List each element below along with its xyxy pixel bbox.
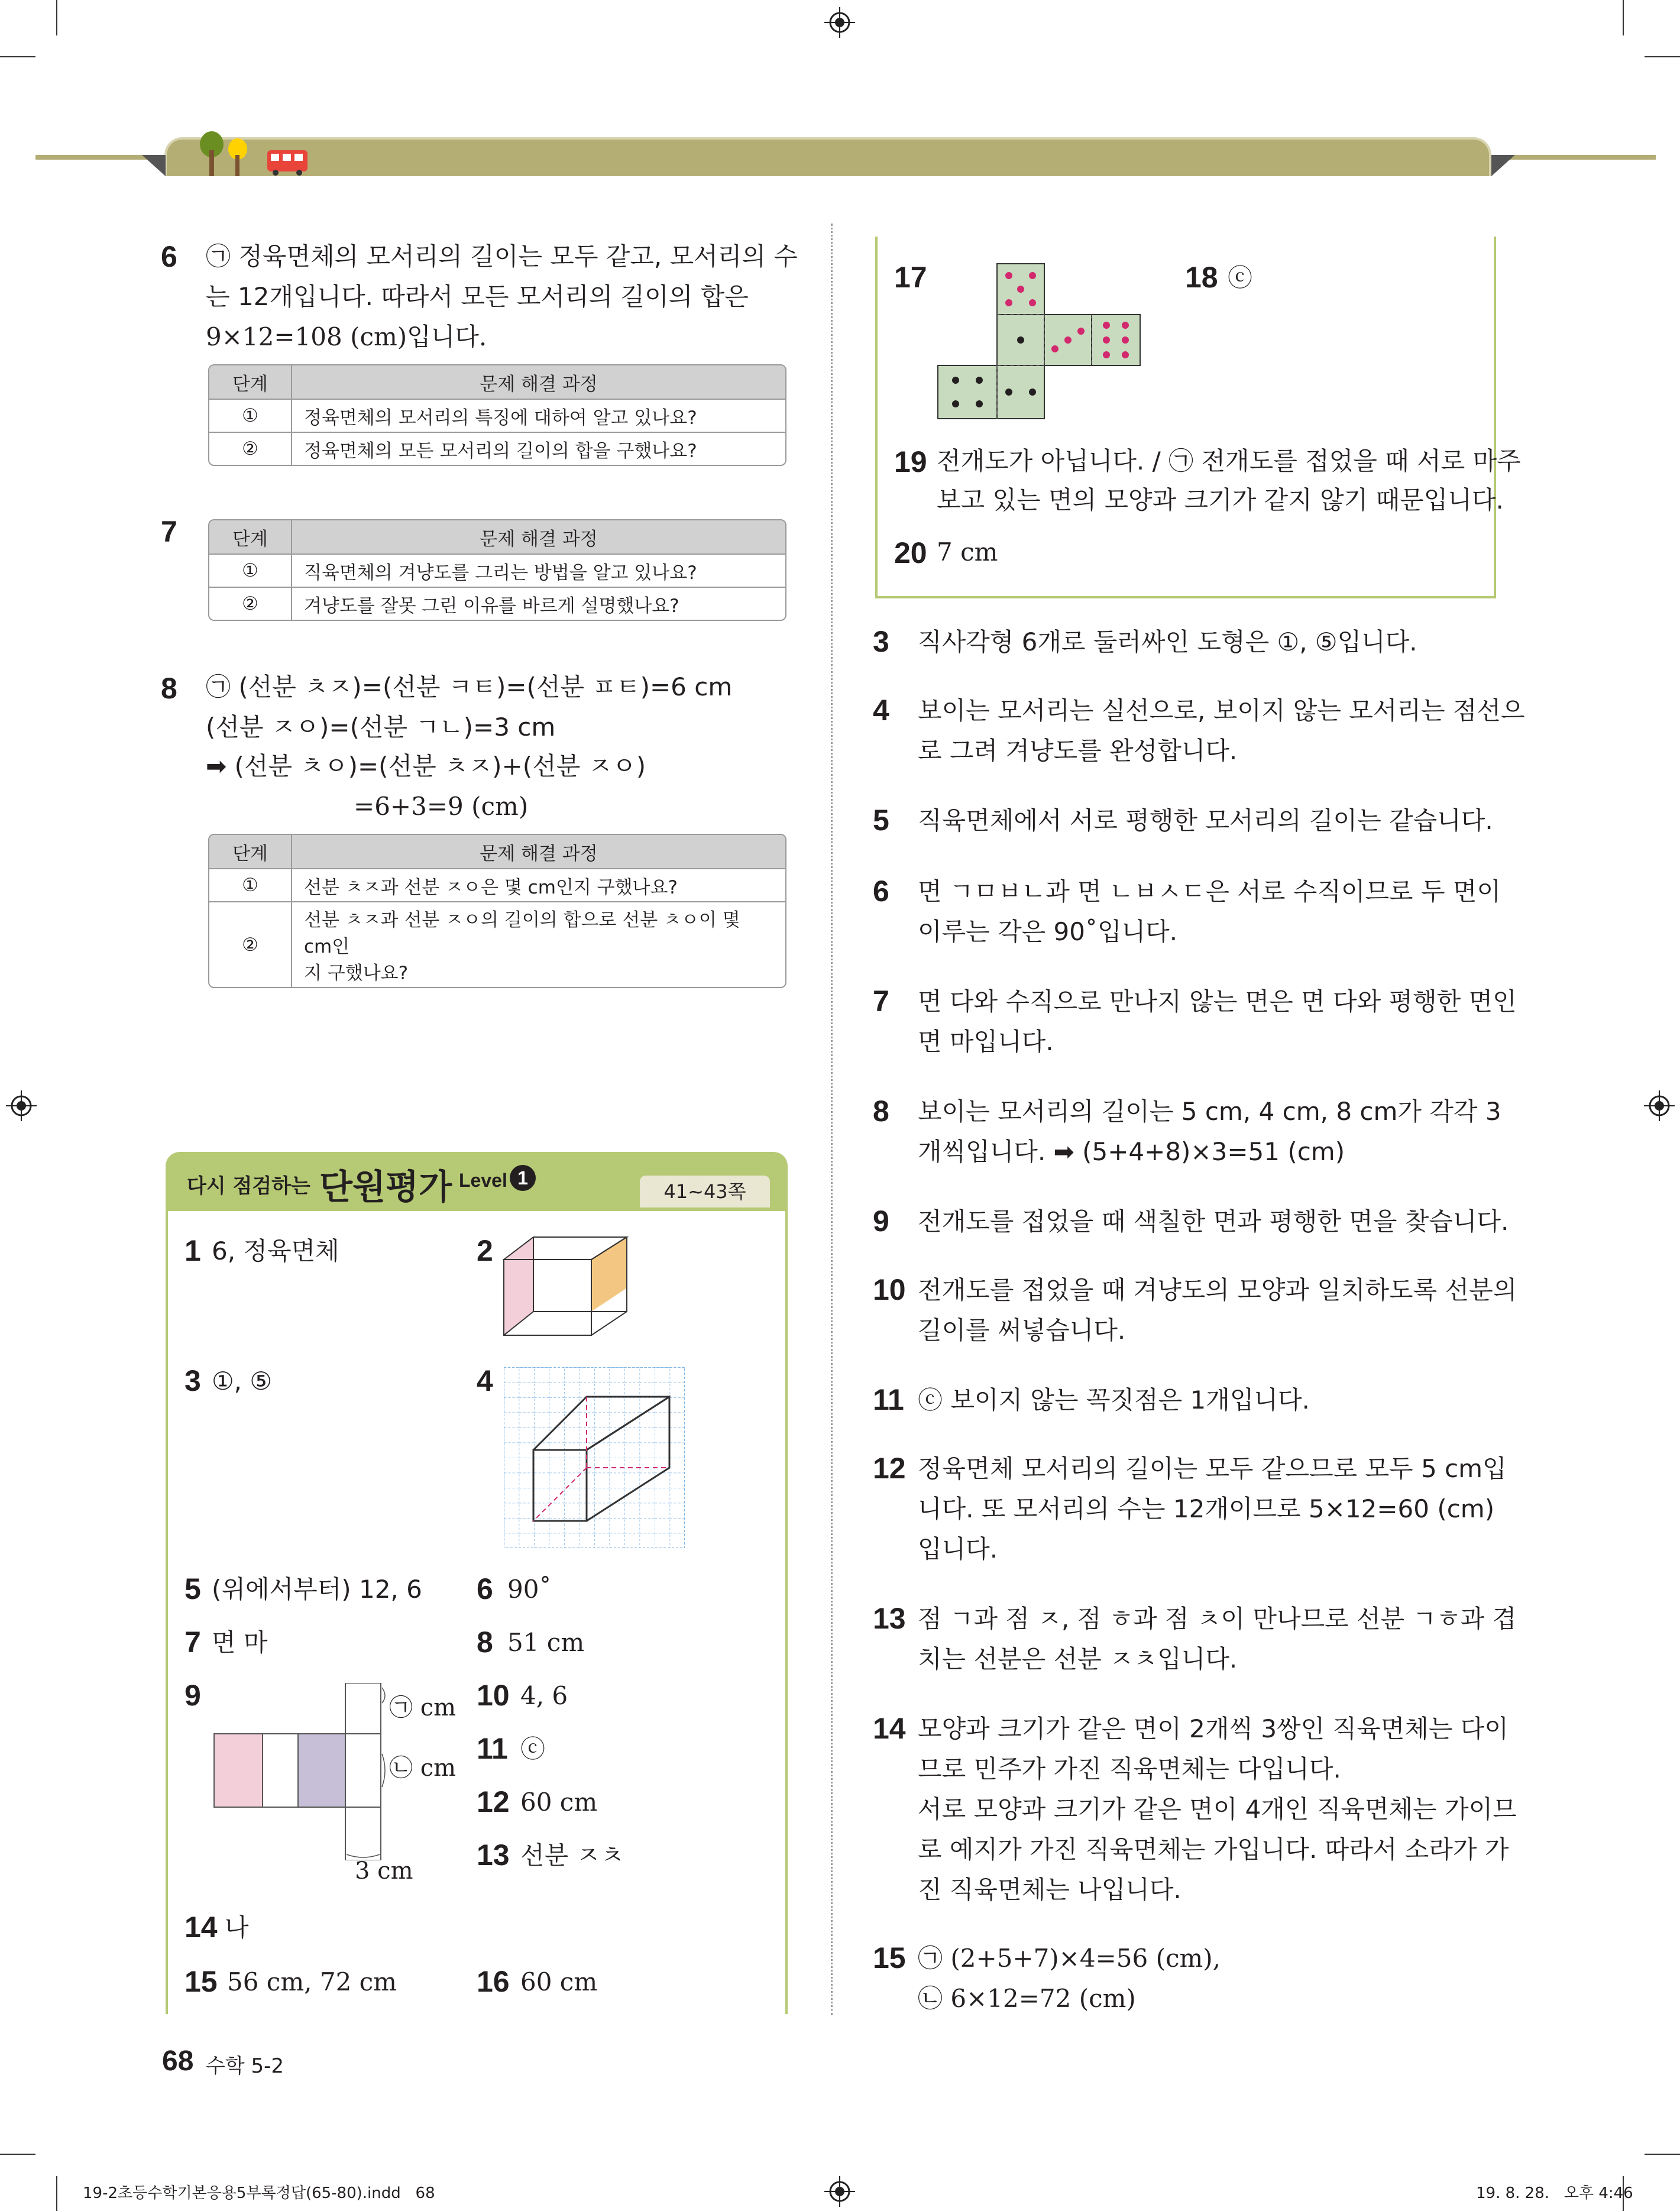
- review-item-answer: 선분 ㅈㅊ: [520, 1841, 624, 1870]
- registration-mark-icon: [4, 1088, 39, 1124]
- answer-line: 점 ㄱ과 점 ㅈ, 점 ㅎ과 점 ㅊ이 만나므로 선분 ㄱㅎ과 겹: [918, 1604, 1517, 1633]
- answer-line: ⓒ: [1228, 263, 1253, 292]
- rubric-header-step: 단계: [209, 835, 292, 868]
- question-number: 12: [873, 1452, 906, 1485]
- rubric-text: 지 구했나요?: [304, 963, 409, 984]
- rubric-header: [209, 520, 785, 553]
- review-item-num: 8: [477, 1626, 493, 1659]
- rubric-row: [209, 901, 785, 987]
- dice-net-figure: [937, 263, 1141, 420]
- question-number: 6: [161, 240, 177, 273]
- review-item-num: 10: [477, 1679, 510, 1712]
- review-item-num: 4: [477, 1364, 493, 1397]
- question-number: 10: [873, 1273, 906, 1306]
- review-item-num: 6: [477, 1572, 493, 1605]
- review-item-num: 13: [477, 1838, 510, 1872]
- answer-line: 로 예지가 가진 직육면체는 가입니다. 따라서 소라가 가: [918, 1835, 1509, 1864]
- question-number: 5: [873, 804, 889, 837]
- review-item-answer: 나: [225, 1913, 249, 1942]
- answer-line: 보이는 모서리는 실선으로, 보이지 않는 모서리는 점선으: [918, 696, 1525, 725]
- answer-line: 치는 선분은 선분 ㅈㅊ입니다.: [918, 1645, 1238, 1673]
- review-item-num: 11: [477, 1732, 508, 1765]
- answer-line: 로 그려 겨냥도를 완성합니다.: [918, 736, 1238, 765]
- review-item-answer: ①, ⑤: [212, 1367, 273, 1396]
- print-date: 19. 8. 28. 오후 4:46: [1476, 2184, 1633, 2202]
- crop-mark: [1645, 2154, 1680, 2155]
- question-number: 7: [161, 515, 177, 548]
- question-number: 17: [894, 261, 927, 294]
- answer-line: 므로 민주가 가진 직육면체는 다입니다.: [918, 1754, 1341, 1783]
- question-number: 4: [873, 694, 889, 727]
- net-label-c: 3 cm: [355, 1857, 413, 1885]
- rubric-header-process: 문제 해결 과정: [480, 373, 598, 395]
- registration-mark-icon: [822, 2174, 857, 2209]
- rubric-text: 선분 ㅊㅈ과 선분 ㅈㅇ은 몇 cm인지 구했나요?: [304, 876, 678, 898]
- answer-line: 모양과 크기가 같은 면이 2개씩 3쌍인 직육면체는 다이: [918, 1714, 1509, 1743]
- answer-line: 보이는 모서리의 길이는 5 cm, 4 cm, 8 cm가 각각 3: [918, 1097, 1501, 1126]
- rubric-row: [209, 587, 785, 620]
- crop-mark: [1645, 56, 1680, 57]
- review-pages-tag: 41~43쪽: [640, 1176, 770, 1208]
- review-item-num: 15: [184, 1965, 218, 1998]
- review-item-answer: 60 cm: [520, 1788, 598, 1817]
- header-corner-right: [1491, 155, 1515, 176]
- rubric-step: ②: [209, 433, 292, 465]
- review-item-answer: 4, 6: [520, 1681, 568, 1710]
- review-prefix: 다시 점검하는: [187, 1174, 310, 1198]
- answer-line: 길이를 써넣습니다.: [918, 1316, 1126, 1345]
- review-item-num: 3: [184, 1364, 201, 1397]
- review-item-answer: (위에서부터) 12, 6: [212, 1575, 422, 1604]
- rubric-text: 직육면체의 겨냥도를 그리는 방법을 알고 있나요?: [304, 562, 697, 584]
- question-number: 18: [1185, 261, 1218, 294]
- review-item-num: 9: [184, 1679, 201, 1712]
- column-divider: [831, 224, 833, 2015]
- answer-line: 직육면체에서 서로 평행한 모서리의 길이는 같습니다.: [918, 806, 1493, 835]
- rubric-header: [209, 365, 785, 399]
- header-tab: [164, 137, 1491, 176]
- answer-line: =6+3=9 (cm): [354, 792, 529, 821]
- net-label-a: ㉠ cm: [389, 1694, 457, 1721]
- review-item-num: 14: [184, 1911, 218, 1944]
- answer-line: 진 직육면체는 나입니다.: [918, 1875, 1181, 1904]
- review-item-answer: 56 cm, 72 cm: [227, 1967, 397, 1996]
- answer-line: 이루는 각은 90˚입니다.: [918, 917, 1178, 946]
- rubric-text: 겨냥도를 잘못 그린 이유를 바르게 설명했나요?: [304, 595, 679, 617]
- rubric-row: [209, 399, 785, 432]
- rubric-row: [209, 432, 785, 465]
- review-item-num: 5: [184, 1572, 201, 1605]
- answer-line: 개씩입니다. ➡ (5+4+8)×3=51 (cm): [918, 1137, 1345, 1166]
- file-info: 19-2초등수학기본응용5부록정답(65-80).indd 68: [83, 2184, 435, 2202]
- question-number: 7: [873, 985, 889, 1018]
- question-number: 8: [161, 672, 177, 705]
- answer-line: 면 다와 수직으로 만나지 않는 면은 면 다와 평행한 면인: [918, 987, 1517, 1016]
- registration-mark-icon: [1642, 1088, 1677, 1124]
- answer-line: ➡ (선분 ㅊㅇ)=(선분 ㅊㅈ)+(선분 ㅈㅇ): [206, 752, 646, 781]
- rubric-header-step: 단계: [209, 520, 292, 553]
- cuboid-figure: [503, 1236, 633, 1336]
- question-number: 9: [873, 1205, 889, 1238]
- rubric-step: ①: [209, 400, 292, 432]
- review-item-num: 7: [184, 1626, 201, 1659]
- review-item-num: 2: [477, 1234, 493, 1267]
- answer-line: ㉠ (선분 ㅊㅈ)=(선분 ㅋㅌ)=(선분 ㅍㅌ)=6 cm: [206, 672, 733, 701]
- header-corner-left: [142, 155, 166, 176]
- answer-line: 서로 모양과 크기가 같은 면이 4개인 직육면체는 가이므: [918, 1795, 1517, 1824]
- question-number: 11: [873, 1383, 904, 1416]
- rubric-text: 선분 ㅊㅈ과 선분 ㅈㅇ의 길이의 합으로 선분 ㅊㅇ이 몇 cm인: [304, 909, 740, 957]
- review-item-answer: 90˚: [507, 1575, 552, 1604]
- answer-line: 입니다.: [918, 1535, 998, 1563]
- rubric-step: ①: [209, 555, 292, 587]
- answer-line: 보고 있는 면의 모양과 크기가 같지 않기 때문입니다.: [937, 485, 1504, 514]
- answer-line: ㉠ (2+5+7)×4=56 (cm),: [918, 1944, 1221, 1973]
- rubric-step: ②: [209, 588, 292, 620]
- rubric-table: [208, 834, 786, 988]
- answer-line: 7 cm: [937, 538, 998, 566]
- net-label-b: ㉡ cm: [389, 1754, 457, 1782]
- crop-mark: [1623, 0, 1624, 35]
- bus-icon: [266, 149, 309, 176]
- answer-line: 전개도를 접었을 때 겨냥도의 모양과 일치하도록 선분의: [918, 1276, 1517, 1304]
- question-number: 6: [873, 875, 889, 908]
- question-number: 19: [894, 445, 927, 478]
- answer-line: 니다. 또 모서리의 수는 12개이므로 5×12=60 (cm): [918, 1494, 1495, 1523]
- answer-line: (선분 ㅈㅇ)=(선분 ㄱㄴ)=3 cm: [206, 713, 556, 742]
- review-level-badge: [510, 1165, 536, 1191]
- question-number: 20: [894, 536, 927, 569]
- rubric-row: [209, 868, 785, 901]
- question-number: 3: [873, 625, 889, 658]
- answer-line: ㉡ 6×12=72 (cm): [918, 1984, 1136, 2013]
- answer-line: 면 ㄱㅁㅂㄴ과 면 ㄴㅂㅅㄷ은 서로 수직이므로 두 면이: [918, 877, 1501, 906]
- review-item-answer: 면 마: [212, 1628, 268, 1657]
- rubric-text-wrap: [292, 902, 785, 987]
- rubric-text: 정육면체의 모든 모서리의 길이의 합을 구했나요?: [304, 440, 697, 462]
- cuboid-net-figure: [213, 1683, 414, 1860]
- answer-line: 직사각형 6개로 둘러싸인 도형은 ①, ⑤입니다.: [918, 627, 1417, 656]
- rubric-text: 정육면체의 모서리의 특징에 대하여 알고 있나요?: [304, 407, 697, 429]
- tree-icon: [195, 129, 260, 176]
- question-number: 15: [873, 1941, 906, 1974]
- review-item-num: 16: [477, 1965, 510, 1998]
- question-number: 14: [873, 1712, 906, 1745]
- rubric-header: [209, 835, 785, 868]
- subject-label: 수학 5-2: [206, 2054, 284, 2078]
- rubric-table: [208, 519, 786, 621]
- answer-line: 전개도를 접었을 때 색칠한 면과 평행한 면을 찾습니다.: [918, 1207, 1509, 1236]
- review-body: [166, 1210, 788, 2014]
- page-number: 68: [162, 2045, 194, 2077]
- review-item-num: 1: [184, 1234, 201, 1267]
- review-level: Level: [459, 1170, 507, 1191]
- review-item-answer: 6, 정육면체: [212, 1236, 339, 1265]
- answer-line: 면 마입니다.: [918, 1027, 1054, 1056]
- answer-line: 정육면체 모서리의 길이는 모두 같으므로 모두 5 cm입: [918, 1454, 1507, 1483]
- answer-line: ⓒ 보이지 않는 꼭짓점은 1개입니다.: [918, 1385, 1310, 1414]
- answer-line: 전개도가 아닙니다. / ㉠ 전개도를 접었을 때 서로 마주: [937, 446, 1521, 475]
- rubric-step: ①: [209, 869, 292, 901]
- review-title: 단원평가: [319, 1167, 452, 1207]
- question-number: 8: [873, 1095, 889, 1128]
- crop-mark: [56, 0, 57, 35]
- crop-mark: [56, 2176, 57, 2211]
- review-level-num: 1: [517, 1167, 528, 1189]
- review-item-answer: 60 cm: [520, 1967, 598, 1996]
- answer-line: 는 12개입니다. 따라서 모든 모서리의 길이의 합은: [206, 282, 749, 311]
- grid-sketch-figure: [504, 1367, 685, 1548]
- rubric-header-step: 단계: [209, 365, 292, 399]
- answer-line: 9×12=108 (cm)입니다.: [206, 322, 487, 351]
- crop-mark: [0, 56, 35, 57]
- review-item-num: 12: [477, 1785, 510, 1818]
- rubric-header-process: 문제 해결 과정: [480, 843, 598, 865]
- registration-mark-icon: [822, 5, 857, 40]
- answer-line: ㉠ 정육면체의 모서리의 길이는 모두 같고, 모서리의 수: [206, 242, 798, 271]
- crop-mark: [0, 2154, 35, 2155]
- review-item-answer: 51 cm: [507, 1628, 585, 1657]
- rubric-row: [209, 553, 785, 587]
- question-number: 13: [873, 1602, 906, 1635]
- review-item-answer: ⓒ: [520, 1734, 546, 1763]
- rubric-header-process: 문제 해결 과정: [480, 528, 598, 550]
- rubric-step: ②: [209, 902, 292, 987]
- rubric-table: [208, 364, 786, 466]
